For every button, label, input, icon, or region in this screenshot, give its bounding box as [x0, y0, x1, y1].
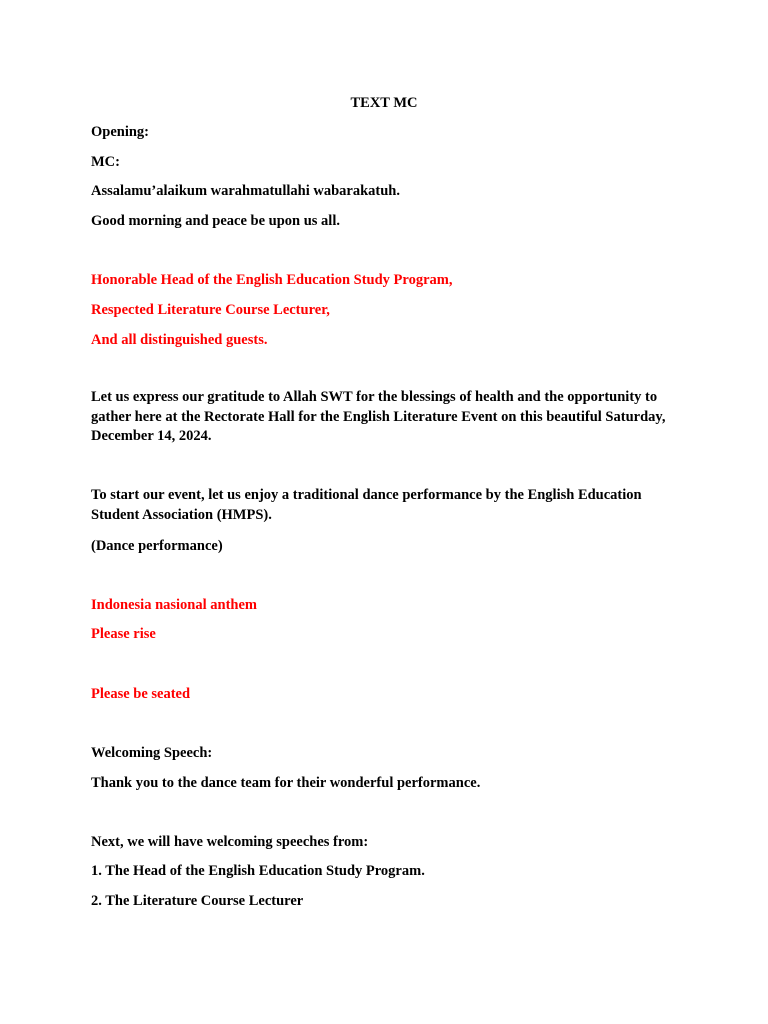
dance-note: (Dance performance)	[91, 538, 223, 554]
anthem-line: Indonesia nasional anthem	[91, 597, 257, 613]
honor-guests: And all distinguished guests.	[91, 332, 268, 348]
greeting-english: Good morning and peace be upon us all.	[91, 213, 340, 229]
greeting-arabic: Assalamu’alaikum warahmatullahi wabarakatuh.	[91, 183, 400, 199]
honor-head: Honorable Head of the English Education Study Program,	[91, 272, 453, 288]
next-line: Next, we will have welcoming speeches from:	[91, 834, 369, 850]
honor-lecturer: Respected Literature Course Lecturer,	[91, 302, 330, 318]
gratitude-paragraph: Let us express our gratitude to Allah SWT for the blessings of health and the opportunity to gather here at the Rectorate Hall for the English Literature Event on this beautiful Saturday, December 14, 2024.	[91, 389, 666, 444]
welcoming-label: Welcoming Speech:	[91, 745, 213, 761]
mc-label: MC:	[91, 154, 120, 170]
thanks-line: Thank you to the dance team for their wonderful performance.	[91, 775, 481, 791]
seated-line: Please be seated	[91, 686, 191, 702]
speaker-item: 2. The Literature Course Lecturer	[91, 893, 304, 909]
speaker-item: 1. The Head of the English Education Study Program.	[91, 863, 425, 879]
rise-line: Please rise	[91, 626, 156, 642]
opening-label: Opening:	[91, 124, 150, 140]
start-paragraph: To start our event, let us enjoy a traditional dance performance by the English Education Student Association (HMPS).	[91, 487, 642, 523]
document-title: TEXT MC	[350, 95, 418, 111]
